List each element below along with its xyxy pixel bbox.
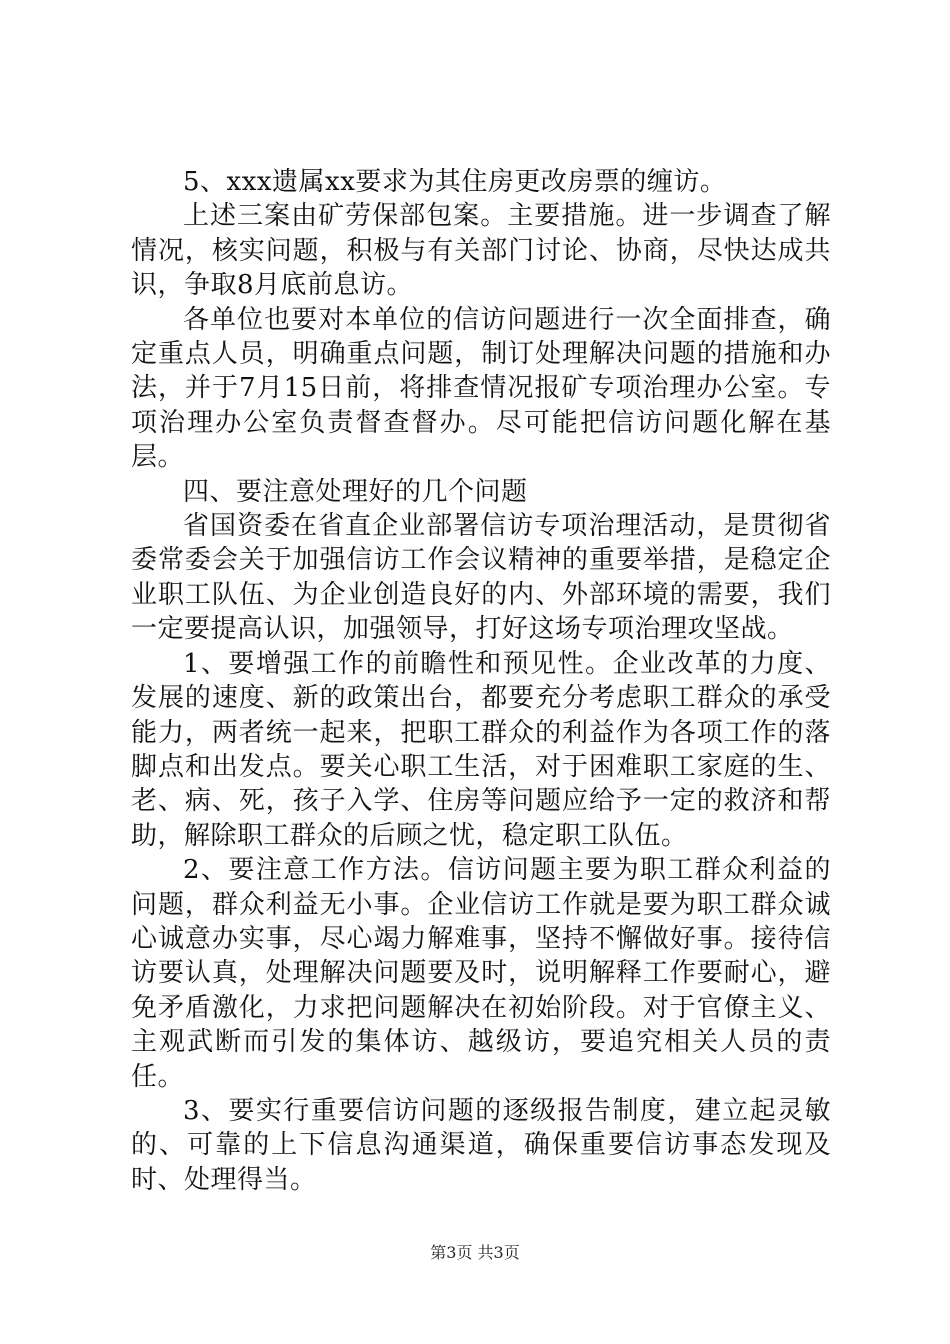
document-body — [131, 165, 831, 1197]
paragraph-point-3: 3、要实行重要信访问题的逐级报告制度，建立起灵敏的、可靠的上下信息沟通渠道，确保重要信访事态发现及时、处理得当。 — [131, 1095, 831, 1195]
paragraph-measures: 上述三案由矿劳保部包案。主要措施。进一步调查了解情况，核实问题，积极与有关部门讨论、协商，尽快达成共识，争取8月底前息访。 — [131, 201, 831, 301]
paragraph-point-2: 2、要注意工作方法。信访问题主要为职工群众利益的问题，群众利益无小事。企业信访工作就是要为职工群众诚心诚意办实事，尽心竭力解难事，坚持不懈做好事。接待信访要认真，处理解决问题要及时，说明解释工作要耐心，避免矛盾激化，力求把问题解决在初始阶段。对于官僚主义、主观武断而引发的集体访、越级访，要追究相关人员的责任。 — [131, 855, 831, 1092]
page-footer: 第3页 共3页 — [430, 1243, 520, 1262]
paragraph-point-1: 1、要增强工作的前瞻性和预见性。企业改革的力度、发展的速度、新的政策出台，都要充分考虑职工群众的承受能力，两者统一起来，把职工群众的利益作为各项工作的落脚点和出发点。要关心职工生活，对于困难职工家庭的生、老、病、死，孩子入学、住房等问题应给予一定的救济和帮助，解除职工群众的后顾之忧，稳定职工队伍。 — [131, 648, 831, 851]
section-heading-four: 四、要注意处理好的几个问题 — [183, 476, 528, 507]
paragraph-item-5: 5、xxx遗属xx要求为其住房更改房票的缠访。 — [183, 167, 727, 197]
paragraph-sasac: 省国资委在省直企业部署信访专项治理活动，是贯彻省委常委会关于加强信访工作会议精神的重要举措，是稳定企业职工队伍、为企业创造良好的内、外部环境的需要，我们一定要提高认识，加强领导，打好这场专项治理攻坚战。 — [131, 511, 831, 645]
paragraph-unit-check: 各单位也要对本单位的信访问题进行一次全面排查，确定重点人员，明确重点问题，制订处理解决问题的措施和办法，并于7月15日前，将排查情况报矿专项治理办公室。专项治理办公室负责督查督办。尽可能把信访问题化解在基层。 — [131, 304, 831, 473]
